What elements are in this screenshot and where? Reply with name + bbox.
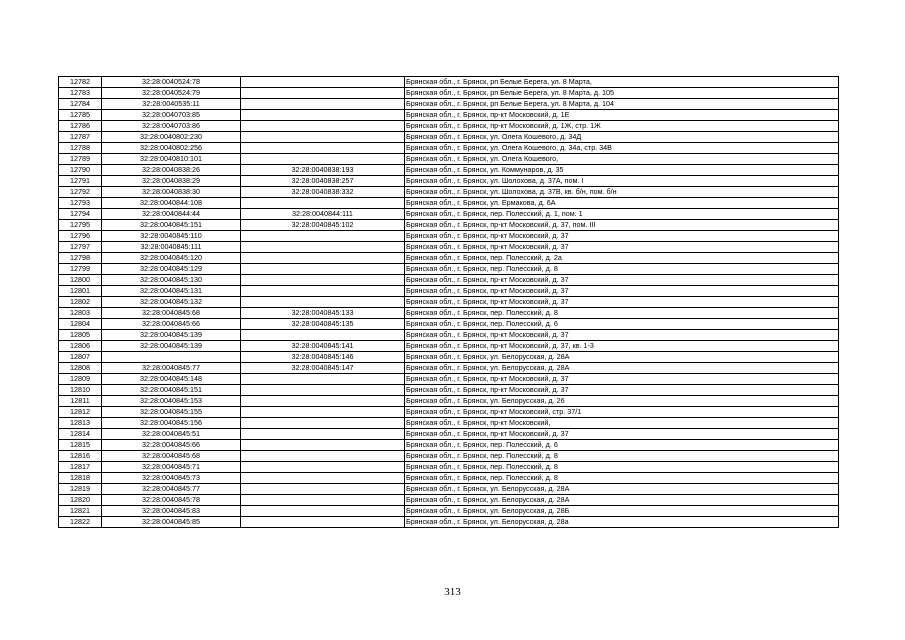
sub-object-number-cell [241,110,405,121]
sub-object-number-cell [241,99,405,110]
address-cell: Брянская обл., г. Брянск, пр-кт Московский, д. 37 [405,330,839,341]
table-row [59,187,839,198]
cadastral-number-cell: 32:28:0040845:110 [102,231,241,242]
table-row [59,517,839,528]
row-number-cell: 12790 [59,165,102,176]
sub-object-number-cell [241,330,405,341]
address-cell: Брянская обл., г. Брянск, пер. Полесский, д. 6 [405,440,839,451]
cadastral-number-cell: 32:28:0040845:156 [102,418,241,429]
sub-object-number-cell [241,462,405,473]
row-number-cell: 12818 [59,473,102,484]
table-row [59,286,839,297]
cadastral-number-cell: 32:28:0040845:129 [102,264,241,275]
address-cell: Брянская обл., г. Брянск, пр-кт Московский, д. 37, кв. 1-3 [405,341,839,352]
sub-object-number-cell: 32:28:0040838:332 [241,187,405,198]
address-cell: Брянская обл., г. Брянск, ул. Белорусская, д. 28А [405,363,839,374]
cadastral-number-cell: 32:28:0040845:68 [102,308,241,319]
address-cell: Брянская обл., г. Брянск, пер. Полесский, д. 8 [405,308,839,319]
row-number-cell: 12814 [59,429,102,440]
sub-object-number-cell [241,242,405,253]
table-row [59,429,839,440]
address-cell: Брянская обл., г. Брянск, пр-кт Московский, д. 37 [405,385,839,396]
row-number-cell: 12797 [59,242,102,253]
table-row [59,176,839,187]
address-cell: Брянская обл., г. Брянск, ул. Белорусская, д. 28А [405,352,839,363]
cadastral-number-cell: 32:28:0040845:78 [102,495,241,506]
address-cell: Брянская обл., г. Брянск, пр-кт Московский, д. 37 [405,286,839,297]
table-row [59,297,839,308]
cadastral-number-cell: 32:28:0040838:29 [102,176,241,187]
records-table [58,76,839,528]
row-number-cell: 12792 [59,187,102,198]
address-cell: Брянская обл., г. Брянск, ул. Белорусская, д. 28А [405,495,839,506]
sub-object-number-cell [241,385,405,396]
table-row [59,165,839,176]
sub-object-number-cell [241,484,405,495]
table-row [59,231,839,242]
sub-object-number-cell: 32:28:0040845:102 [241,220,405,231]
row-number-cell: 12785 [59,110,102,121]
sub-object-number-cell [241,429,405,440]
cadastral-number-cell: 32:28:0040845:68 [102,451,241,462]
sub-object-number-cell: 32:28:0040838:257 [241,176,405,187]
table-row [59,121,839,132]
cadastral-number-cell: 32:28:0040838:30 [102,187,241,198]
address-cell: Брянская обл., г. Брянск, пер. Полесский, д. 8 [405,264,839,275]
row-number-cell: 12822 [59,517,102,528]
row-number-cell: 12783 [59,88,102,99]
cadastral-number-cell: 32:28:0040845:151 [102,385,241,396]
row-number-cell: 12817 [59,462,102,473]
table-row [59,132,839,143]
table-row [59,451,839,462]
row-number-cell: 12784 [59,99,102,110]
table-row [59,484,839,495]
address-cell: Брянская обл., г. Брянск, пер. Полесский, д. 6 [405,319,839,330]
table-row [59,418,839,429]
address-cell: Брянская обл., г. Брянск, пр-кт Московский, д. 37 [405,374,839,385]
row-number-cell: 12791 [59,176,102,187]
table-row [59,253,839,264]
table-row [59,275,839,286]
address-cell: Брянская обл., г. Брянск, ул. Белорусская, д. 28А [405,484,839,495]
sub-object-number-cell [241,374,405,385]
address-cell: Брянская обл., г. Брянск, пр-кт Московский, д. 37 [405,231,839,242]
table-row [59,110,839,121]
sub-object-number-cell [241,264,405,275]
row-number-cell: 12815 [59,440,102,451]
cadastral-number-cell: 32:28:0040802:230 [102,132,241,143]
table-row [59,341,839,352]
sub-object-number-cell [241,286,405,297]
sub-object-number-cell [241,275,405,286]
cadastral-number-cell: 32:28:0040524:79 [102,88,241,99]
sub-object-number-cell: 32:28:0040838:193 [241,165,405,176]
row-number-cell: 12806 [59,341,102,352]
table-row [59,88,839,99]
address-cell: Брянская обл., г. Брянск, ул. Коммунаров, д. 35 [405,165,839,176]
table-row [59,242,839,253]
cadastral-number-cell: 32:28:0040845:148 [102,374,241,385]
sub-object-number-cell [241,77,405,88]
address-cell: Брянская обл., г. Брянск, пер. Полесский, д. 8 [405,473,839,484]
address-cell: Брянская обл., г. Брянск, ул. Шолохова, д. 37В, кв. б/н, пом. б/н [405,187,839,198]
address-cell: Брянская обл., г. Брянск, ул. Олега Кошевого, д. 34Д [405,132,839,143]
cadastral-number-cell: 32:28:0040703:85 [102,110,241,121]
row-number-cell: 12803 [59,308,102,319]
address-cell: Брянская обл., г. Брянск, пр-кт Московский, д. 37 [405,275,839,286]
cadastral-number-cell: 32:28:0040845:153 [102,396,241,407]
sub-object-number-cell [241,88,405,99]
table-row [59,198,839,209]
row-number-cell: 12782 [59,77,102,88]
row-number-cell: 12786 [59,121,102,132]
cadastral-number-cell: 32:28:0040844:108 [102,198,241,209]
row-number-cell: 12820 [59,495,102,506]
cadastral-number-cell: 32:28:0040703:86 [102,121,241,132]
sub-object-number-cell [241,121,405,132]
cadastral-number-cell: 32:28:0040845:120 [102,253,241,264]
address-cell: Брянская обл., г. Брянск, ул. Белорусская, д. 28а [405,517,839,528]
cadastral-number-cell: 32:28:0040845:111 [102,242,241,253]
sub-object-number-cell [241,440,405,451]
address-cell: Брянская обл., г. Брянск, рп Белые Берега, ул. 8 Марта, д. 105 [405,88,839,99]
table-row [59,220,839,231]
sub-object-number-cell [241,231,405,242]
row-number-cell: 12793 [59,198,102,209]
cadastral-number-cell: 32:28:0040845:132 [102,297,241,308]
row-number-cell: 12794 [59,209,102,220]
records-table-body [59,77,839,528]
address-cell: Брянская обл., г. Брянск, рп Белые Берега, ул. 8 Марта, д. 104 [405,99,839,110]
sub-object-number-cell [241,253,405,264]
row-number-cell: 12788 [59,143,102,154]
cadastral-number-cell: 32:28:0040845:77 [102,363,241,374]
sub-object-number-cell [241,154,405,165]
table-row [59,330,839,341]
cadastral-number-cell: 32:28:0040845:85 [102,517,241,528]
sub-object-number-cell [241,495,405,506]
row-number-cell: 12808 [59,363,102,374]
sub-object-number-cell [241,517,405,528]
table-row [59,363,839,374]
row-number-cell: 12821 [59,506,102,517]
row-number-cell: 12819 [59,484,102,495]
table-row [59,143,839,154]
address-cell: Брянская обл., г. Брянск, пер. Полесский, д. 8 [405,462,839,473]
table-row [59,99,839,110]
sub-object-number-cell: 32:28:0040845:135 [241,319,405,330]
table-row [59,462,839,473]
sub-object-number-cell: 32:28:0040845:147 [241,363,405,374]
address-cell: Брянская обл., г. Брянск, пр-кт Московский, д. 1Е [405,110,839,121]
sub-object-number-cell [241,396,405,407]
address-cell: Брянская обл., г. Брянск, ул. Белорусская, д. 26 [405,396,839,407]
cadastral-number-cell: 32:28:0040838:26 [102,165,241,176]
table-row [59,264,839,275]
row-number-cell: 12816 [59,451,102,462]
address-cell: Брянская обл., г. Брянск, пер. Полесский, д. 2а [405,253,839,264]
row-number-cell: 12796 [59,231,102,242]
cadastral-number-cell: 32:28:0040845:66 [102,440,241,451]
table-row [59,506,839,517]
table-row [59,385,839,396]
cadastral-number-cell: 32:28:0040845:73 [102,473,241,484]
table-row [59,407,839,418]
table-row [59,473,839,484]
sub-object-number-cell: 32:28:0040845:133 [241,308,405,319]
row-number-cell: 12802 [59,297,102,308]
row-number-cell: 12798 [59,253,102,264]
row-number-cell: 12812 [59,407,102,418]
cadastral-number-cell: 32:28:0040845:130 [102,275,241,286]
row-number-cell: 12804 [59,319,102,330]
cadastral-number-cell: 32:28:0040845:155 [102,407,241,418]
address-cell: Брянская обл., г. Брянск, ул. Олега Кошевого, д. 34а, стр. 34В [405,143,839,154]
sub-object-number-cell: 32:28:0040845:146 [241,352,405,363]
address-cell: Брянская обл., г. Брянск, рп Белые Берега, ул. 8 Марта, [405,77,839,88]
cadastral-number-cell: 32:28:0040845:77 [102,484,241,495]
sub-object-number-cell [241,143,405,154]
cadastral-number-cell: 32:28:0040845:139 [102,330,241,341]
table-row [59,352,839,363]
cadastral-number-cell: 32:28:0040845:139 [102,341,241,352]
row-number-cell: 12810 [59,385,102,396]
address-cell: Брянская обл., г. Брянск, ул. Олега Кошевого, [405,154,839,165]
cadastral-number-cell: 32:28:0040845:66 [102,319,241,330]
table-row [59,374,839,385]
row-number-cell: 12807 [59,352,102,363]
address-cell: Брянская обл., г. Брянск, пр-кт Московский, [405,418,839,429]
table-row [59,154,839,165]
address-cell: Брянская обл., г. Брянск, ул. Ермакова, д. 6А [405,198,839,209]
address-cell: Брянская обл., г. Брянск, пр-кт Московский, стр. 37/1 [405,407,839,418]
address-cell: Брянская обл., г. Брянск, ул. Шолохова, д. 37А, пом. I [405,176,839,187]
row-number-cell: 12805 [59,330,102,341]
row-number-cell: 12799 [59,264,102,275]
cadastral-number-cell [102,352,241,363]
page-number: 313 [444,586,461,598]
address-cell: Брянская обл., г. Брянск, пр-кт Московский, д. 37 [405,429,839,440]
address-cell: Брянская обл., г. Брянск, пер. Полесский, д. 1, пом. 1 [405,209,839,220]
row-number-cell: 12789 [59,154,102,165]
table-row [59,396,839,407]
cadastral-number-cell: 32:28:0040845:51 [102,429,241,440]
sub-object-number-cell [241,473,405,484]
table-row [59,77,839,88]
cadastral-number-cell: 32:28:0040845:151 [102,220,241,231]
cadastral-number-cell: 32:28:0040845:71 [102,462,241,473]
sub-object-number-cell [241,132,405,143]
row-number-cell: 12795 [59,220,102,231]
address-cell: Брянская обл., г. Брянск, пер. Полесский, д. 8 [405,451,839,462]
cadastral-number-cell: 32:28:0040844:44 [102,209,241,220]
sub-object-number-cell [241,506,405,517]
row-number-cell: 12801 [59,286,102,297]
sub-object-number-cell [241,297,405,308]
cadastral-number-cell: 32:28:0040845:131 [102,286,241,297]
row-number-cell: 12800 [59,275,102,286]
row-number-cell: 12811 [59,396,102,407]
address-cell: Брянская обл., г. Брянск, пр-кт Московский, д. 37 [405,242,839,253]
row-number-cell: 12787 [59,132,102,143]
row-number-cell: 12813 [59,418,102,429]
cadastral-number-cell: 32:28:0040524:78 [102,77,241,88]
cadastral-number-cell: 32:28:0040802:256 [102,143,241,154]
sub-object-number-cell [241,451,405,462]
sub-object-number-cell [241,198,405,209]
table-row [59,209,839,220]
table-row [59,495,839,506]
address-cell: Брянская обл., г. Брянск, ул. Белорусская, д. 28Б [405,506,839,517]
sub-object-number-cell: 32:28:0040844:111 [241,209,405,220]
sub-object-number-cell [241,407,405,418]
row-number-cell: 12809 [59,374,102,385]
address-cell: Брянская обл., г. Брянск, пр-кт Московский, д. 37, пом. III [405,220,839,231]
sub-object-number-cell: 32:28:0040845:141 [241,341,405,352]
table-row [59,440,839,451]
table-row [59,308,839,319]
cadastral-number-cell: 32:28:0040810:101 [102,154,241,165]
address-cell: Брянская обл., г. Брянск, пр-кт Московский, д. 1Ж, стр. 1Ж [405,121,839,132]
table-row [59,319,839,330]
sub-object-number-cell [241,418,405,429]
cadastral-number-cell: 32:28:0040535:11 [102,99,241,110]
address-cell: Брянская обл., г. Брянск, пр-кт Московский, д. 37 [405,297,839,308]
cadastral-number-cell: 32:28:0040845:83 [102,506,241,517]
